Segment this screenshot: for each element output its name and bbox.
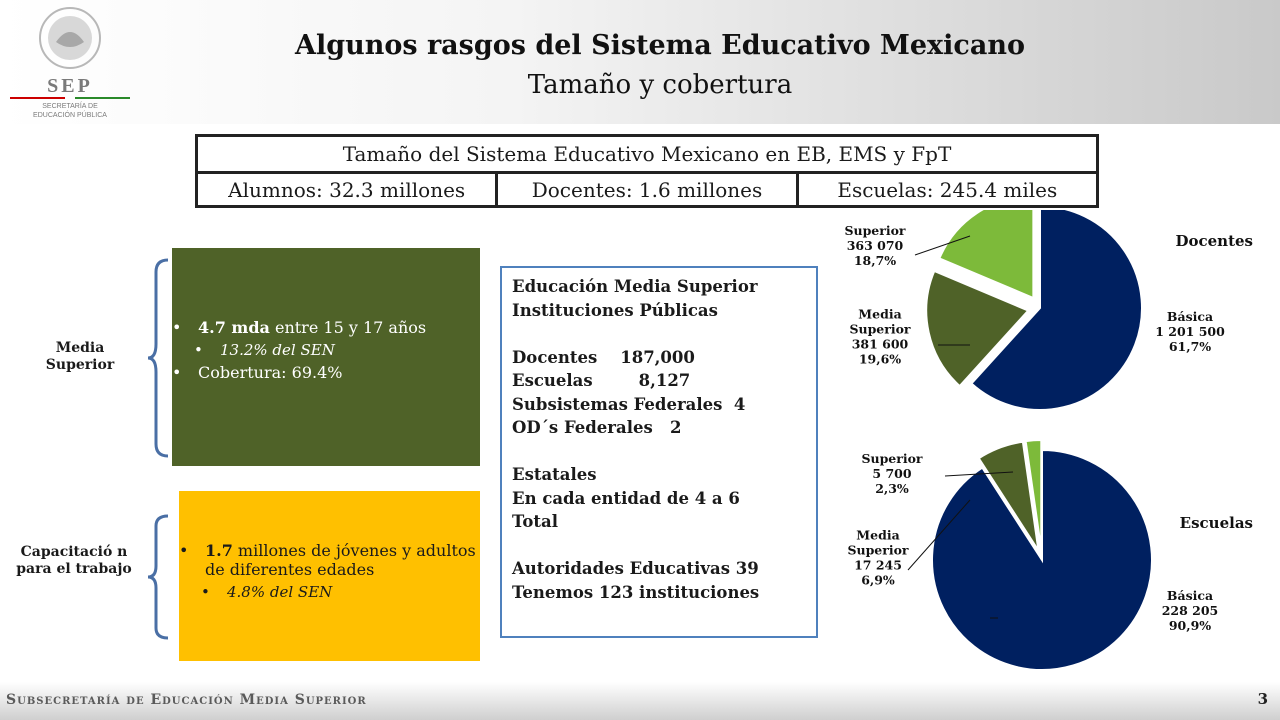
cap-bullet-1	[179, 541, 480, 579]
size-table-title: Tamaño del Sistema Educativo Mexicano en EB, EMS y FpT	[198, 137, 1096, 174]
capacitacion-brace	[146, 514, 170, 640]
docentes-cell: Docentes: 1.6 millones	[498, 174, 798, 208]
cap-sub-1: • 4.8% del SEN	[201, 583, 480, 601]
ems-line-4: Escuelas 8,127	[512, 371, 691, 390]
logo-sub1: SECRETARÍA DE	[42, 103, 98, 110]
capacitacion-label-text: Capacitació n para el trabajo	[16, 544, 132, 577]
ems-info-box	[500, 266, 818, 638]
pie1-label-2: Superior 363 070 18,7%	[844, 223, 906, 268]
footer-text: Subsecretaría de Educación Media Superior	[6, 692, 367, 708]
page-title: Algunos rasgos del Sistema Educativo Mexicano	[295, 30, 1025, 61]
cap-bullet-1-bold: 1.7	[205, 541, 233, 560]
ems-line-6: OD´s Federales 2	[512, 418, 682, 437]
media-superior-brace	[146, 258, 170, 458]
ems-line-5: Subsistemas Federales 4	[512, 394, 746, 414]
size-table-row	[198, 174, 1096, 208]
ms-sub-1: • 13.2% del SEN	[194, 341, 480, 359]
logo-sep-text: SEP	[47, 75, 93, 97]
pie-charts	[820, 210, 1280, 680]
ms-bullet-1-bold: 4.7 mda	[198, 318, 270, 337]
pie2-title: Escuelas	[1179, 514, 1253, 532]
media-superior-label	[20, 340, 140, 374]
ms-bullet-2: • Cobertura: 69.4%	[172, 363, 480, 382]
capacitacion-label	[14, 544, 134, 578]
pie2-label-2: Superior 5 700 2,3%	[861, 451, 923, 496]
ems-line-11: Tenemos 123 instituciones	[512, 582, 760, 602]
ems-line-10: Autoridades Educativas 39	[512, 559, 759, 578]
cap-bullet-1-rest: millones de jóvenes y adultos de diferentes edades	[205, 541, 476, 579]
pie2-label-0: Básica 228 205 90,9%	[1161, 588, 1219, 633]
ems-gap	[512, 440, 816, 464]
ems-line-1: Educación Media Superior	[512, 277, 758, 296]
ems-line-3: Docentes 187,000	[512, 347, 695, 367]
capacitacion-box	[179, 491, 480, 661]
ems-line-2: Instituciones Públicas	[512, 300, 718, 320]
pie1-title: Docentes	[1175, 232, 1253, 250]
ems-line-9: Total	[512, 512, 558, 531]
ems-line-8: En cada entidad de 4 a 6	[512, 488, 740, 508]
media-superior-box	[172, 248, 480, 466]
ems-gap	[512, 534, 816, 558]
size-table	[195, 134, 1099, 208]
ms-bullet-1-rest: entre 15 y 17 años	[269, 318, 427, 337]
footer-band	[0, 682, 1280, 720]
sep-logo	[8, 4, 136, 120]
logo-sub2: EDUCACIÓN PÚBLICA	[33, 112, 107, 119]
page-number: 3	[1257, 690, 1268, 708]
pie2-label-1: Media Superior 17 245 6,9%	[847, 527, 909, 588]
alumnos-cell: Alumnos: 32.3 millones	[198, 174, 498, 208]
pie1-label-0: Básica 1 201 500 61,7%	[1155, 309, 1225, 354]
page-subtitle: Tamaño y cobertura	[527, 70, 793, 100]
media-superior-label-text: Media Superior	[45, 340, 115, 373]
ems-line-7: Estatales	[512, 465, 597, 484]
pie1-label-1: Media Superior 381 600 19,6%	[849, 306, 911, 367]
ms-bullet-1	[172, 318, 480, 337]
ems-gap	[512, 322, 816, 346]
header-band	[0, 0, 1280, 124]
escuelas-cell: Escuelas: 245.4 miles	[837, 178, 1058, 202]
